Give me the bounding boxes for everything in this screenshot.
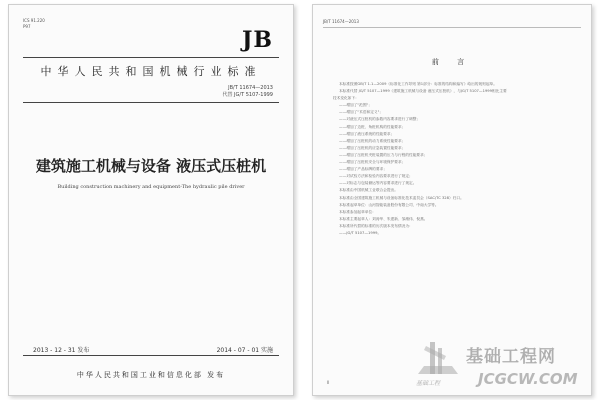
foreword-body bbox=[333, 81, 575, 237]
foreword-line: 技术变化如下： bbox=[333, 96, 359, 101]
replaces-standard: 代替 JG/T 5107-1999 bbox=[222, 92, 273, 98]
standard-number: JB/T 11674—2013 bbox=[228, 85, 273, 91]
standard-number-block bbox=[222, 85, 273, 99]
standard-cover-page bbox=[8, 4, 294, 396]
page-number: II bbox=[327, 380, 330, 385]
foreword-line: ——增加了边桩、角桩机构的性能要求； bbox=[339, 124, 406, 129]
foreword-line: ——对标志与包装储运等内容要求进行了规定。 bbox=[339, 181, 417, 186]
page-header-code: JB/T 11674—2013 bbox=[323, 19, 359, 24]
standard-title-cn: 建筑施工机械与设备 液压式压桩机 bbox=[35, 157, 267, 175]
top-rule bbox=[23, 57, 279, 58]
foreword-line: ——增加了压桩机安全与环境保护要求； bbox=[339, 160, 406, 165]
org-title: 中华人民共和国机械行业标准 bbox=[40, 65, 262, 78]
foreword-line: ——增加了"术语和定义"； bbox=[339, 110, 383, 115]
foreword-line: ——对液压式压桩机的参数内容要求进行了调整； bbox=[339, 117, 421, 122]
foreword-line: 本标准由全国建筑施工机械与设备标准化技术委员会（SAC/TC 328）归口。 bbox=[339, 195, 464, 200]
standard-title-en: Building construction machinery and equipment-The hydraulic pile driver bbox=[57, 184, 245, 190]
foreword-title: 前 言 bbox=[431, 58, 473, 66]
ics-code: ICS 91.220 bbox=[23, 18, 45, 23]
foreword-line: ——增加了液压系统的性能要求； bbox=[339, 131, 395, 136]
foreword-line: ——增加了"范围"； bbox=[339, 103, 372, 108]
jb-logo: JB bbox=[241, 27, 273, 53]
implement-date: 2014 - 07 - 01 实施 bbox=[216, 347, 273, 354]
foreword-line: 本标准主要起草人：刘涛华、朱建新、邹湘伟、倪燕。 bbox=[339, 216, 428, 221]
header-rule bbox=[323, 27, 581, 28]
foreword-line: 本标准按照GB/T 1.1—2009《标准化工作导则 第1部分：标准的结构和编写》给出的规则起草。 bbox=[339, 82, 497, 86]
watermark-slogan: 基础工程 bbox=[416, 380, 441, 387]
watermark-site-name: 基础工程网 bbox=[466, 347, 556, 367]
foreword-line: 本标准参加起草单位： bbox=[339, 209, 376, 214]
foreword-line: ——对试验方法和检验内容要求进行了规定； bbox=[339, 174, 413, 179]
foreword-line: 本标准所代替的标准的历次版本发布情况为： bbox=[339, 223, 413, 228]
pile-driver-logo-icon bbox=[412, 338, 464, 378]
issue-date: 2013 - 12 - 31 发布 bbox=[33, 347, 90, 354]
foreword-line: 本标准起草单位：山河智能装备股份有限公司、中南大学等。 bbox=[339, 202, 439, 207]
classification-code: P97 bbox=[23, 24, 31, 29]
foreword-line: 本标准由中国机械工业联合会提出。 bbox=[339, 188, 398, 193]
foreword-line: 本标准代替 JG/T 5107—1999《建筑施工机械与设备 液压式压桩机》，与JG/T 5107—1999相比主要 bbox=[339, 89, 507, 94]
foreword-line: ——增加了产品标牌的要求； bbox=[339, 167, 387, 172]
foreword-line: ——JG/T 5107—1999。 bbox=[339, 230, 382, 235]
issuer: 中华人民共和国工业和信息化部 发布 bbox=[76, 371, 226, 379]
foreword-line: ——增加了压桩机夹桩装置的压力与行程的性能要求； bbox=[339, 152, 428, 157]
site-watermark bbox=[412, 336, 594, 394]
foreword-line: ——增加了压桩机的动力系统性能要求； bbox=[339, 138, 406, 143]
bottom-rule bbox=[23, 355, 279, 356]
watermark-url: JCGCW.COM bbox=[478, 370, 578, 388]
foreword-line: ——增加了压桩机的应急装置性能要求； bbox=[339, 145, 406, 150]
number-rule bbox=[23, 102, 279, 103]
